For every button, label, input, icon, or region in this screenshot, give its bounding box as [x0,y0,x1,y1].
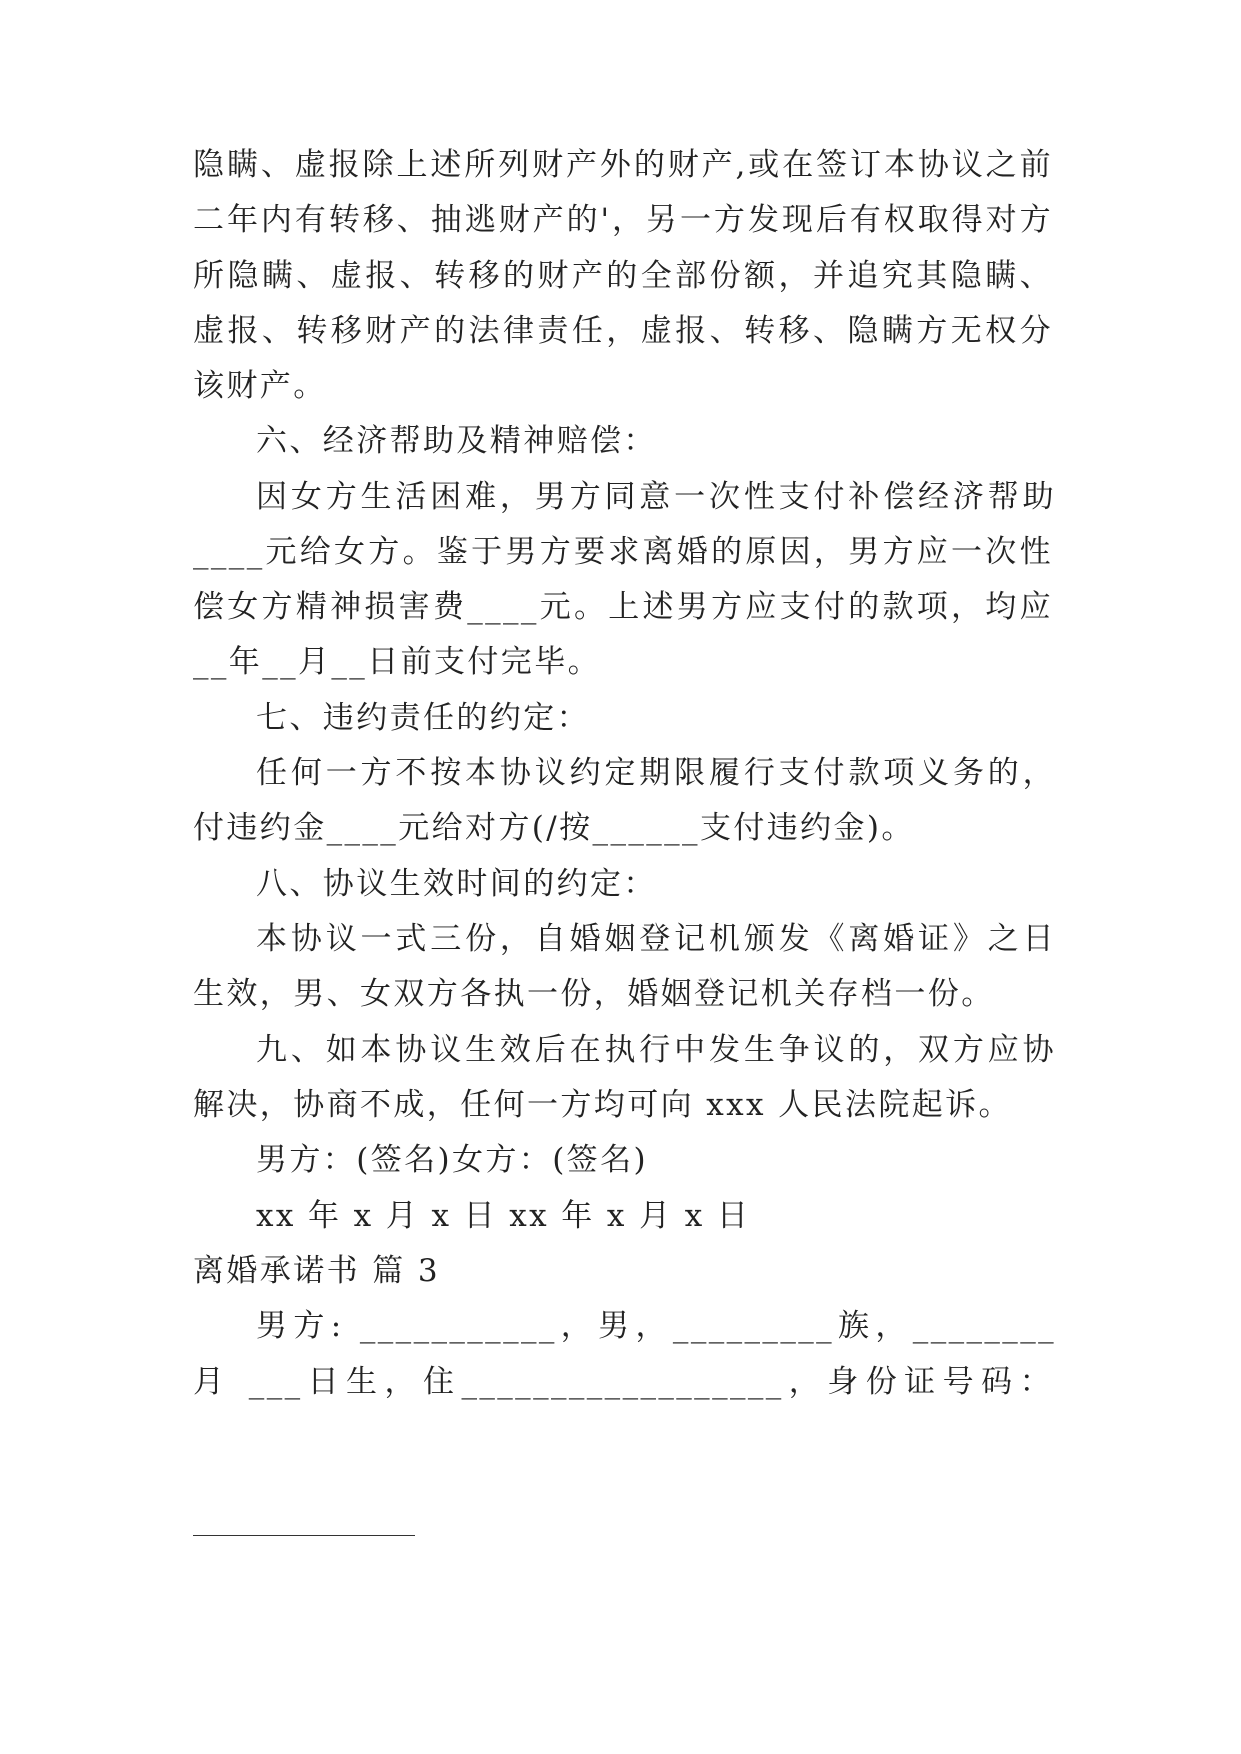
blank-underline [193,1535,415,1536]
text-line: 该财产。 [193,368,327,404]
text-line: 九、如本协议生效后在执行中发生争议的，双方应协 [256,1032,1056,1068]
text-line: 解决，协商不成，任何一方均可向 xxx 人民法院起诉。 [193,1087,1012,1123]
text-line: ____元给女方。鉴于男方要求离婚的原因，男方应一次性 [193,534,1053,570]
text-line: 二年内有转移、抽逃财产的'，另一方发现后有权取得对方 [193,202,1053,238]
section-heading: 六、经济帮助及精神赔偿： [256,423,657,459]
signature-line: 男方：(签名)女方：(签名) [256,1142,648,1178]
text-line: 因女方生活困难，男方同意一次性支付补偿经济帮助 [256,479,1056,515]
text-line: 虚报、转移财产的法律责任，虚报、转移、隐瞒方无权分 [193,313,1053,349]
text-line: 本协议一式三份，自婚姻登记机颁发《离婚证》之日 [256,921,1056,957]
date-line: xx 年 x 月 x 日 xx 年 x 月 x 日 [256,1198,751,1234]
section-heading: 七、违约责任的约定： [256,700,590,736]
text-line: 所隐瞒、虚报、转移的财产的全部份额，并追究其隐瞒、 [193,258,1053,294]
text-line: 月 ___日生，住__________________，身份证号码： [193,1364,1053,1400]
text-line: 隐瞒、虚报除上述所列财产外的财产,或在签订本协议之前 [193,147,1053,183]
text-line: 任何一方不按本协议约定期限履行支付款项义务的， [256,755,1056,791]
text-line: 男方: ___________，男，_________族，________ [256,1308,1056,1344]
section-heading: 八、协议生效时间的约定： [256,866,657,902]
text-line: 生效，男、女双方各执一份，婚姻登记机关存档一份。 [193,976,995,1012]
text-line: 偿女方精神损害费____元。上述男方应支付的款项，均应 [193,589,1053,625]
text-line: __年__月__日前支付完毕。 [193,644,601,680]
section-title: 离婚承诺书 篇 3 [193,1253,441,1289]
text-line: 付违约金____元给对方(/按______支付违约金)。 [193,810,915,846]
